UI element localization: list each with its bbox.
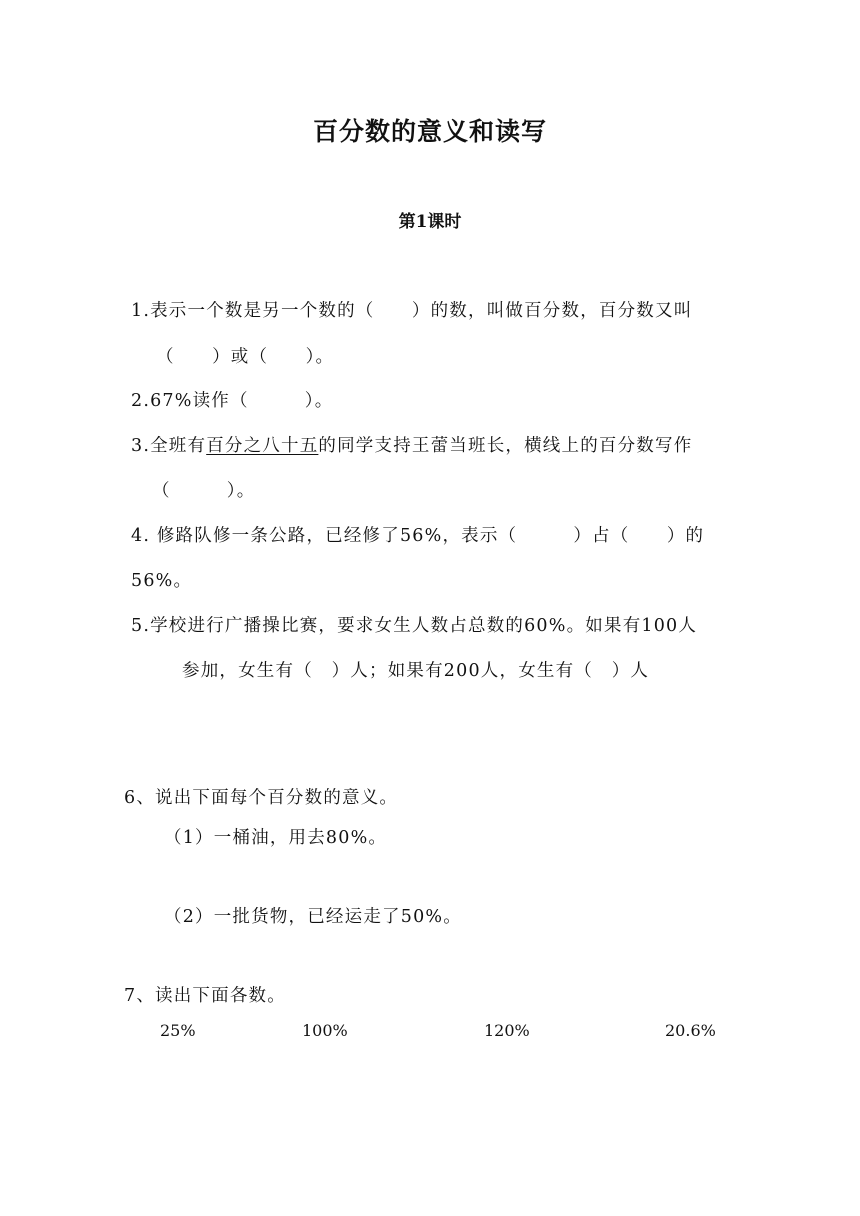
number-item: 120% (484, 1021, 530, 1040)
question-3-underlined-text: 百分之八十五 (206, 436, 319, 456)
question-4-line-2: 56%。 (131, 571, 193, 591)
question-3-line-1 (131, 432, 692, 457)
number-item: 20.6% (665, 1021, 716, 1040)
question-7-title: 7、读出下面各数。 (124, 986, 286, 1006)
question-3-line-2: （ ）。 (152, 481, 256, 501)
question-1-line-1: 1.表示一个数是另一个数的（ ）的数，叫做百分数，百分数又叫 (131, 301, 693, 321)
question-5-line-1: 5.学校进行广播操比赛，要求女生人数占总数的60%。如果有100人 (131, 616, 698, 636)
page-title: 百分数的意义和读写 (312, 117, 547, 146)
lesson-subtitle: 第1课时 (398, 212, 462, 232)
question-6-item-1: （1）一桶油，用去80%。 (164, 828, 388, 848)
question-3-suffix: 的同学支持王蕾当班长，横线上的百分数写作 (318, 436, 693, 456)
question-4-line-1: 4. 修路队修一条公路，已经修了56%，表示（ ）占（ ）的 (131, 526, 705, 546)
number-item: 25% (160, 1021, 196, 1040)
number-item: 100% (302, 1021, 348, 1040)
question-5-line-2: 参加，女生有（ ）人；如果有200人，女生有（ ）人 (182, 661, 650, 681)
question-1-line-2: （ ）或（ ）。 (156, 347, 335, 367)
question-6-title: 6、说出下面每个百分数的意义。 (124, 788, 399, 808)
question-3-prefix: 3.全班有 (131, 436, 207, 456)
question-6-item-2: （2）一批货物，已经运走了50%。 (164, 907, 462, 927)
question-2: 2.67%读作（ ）。 (131, 391, 334, 411)
